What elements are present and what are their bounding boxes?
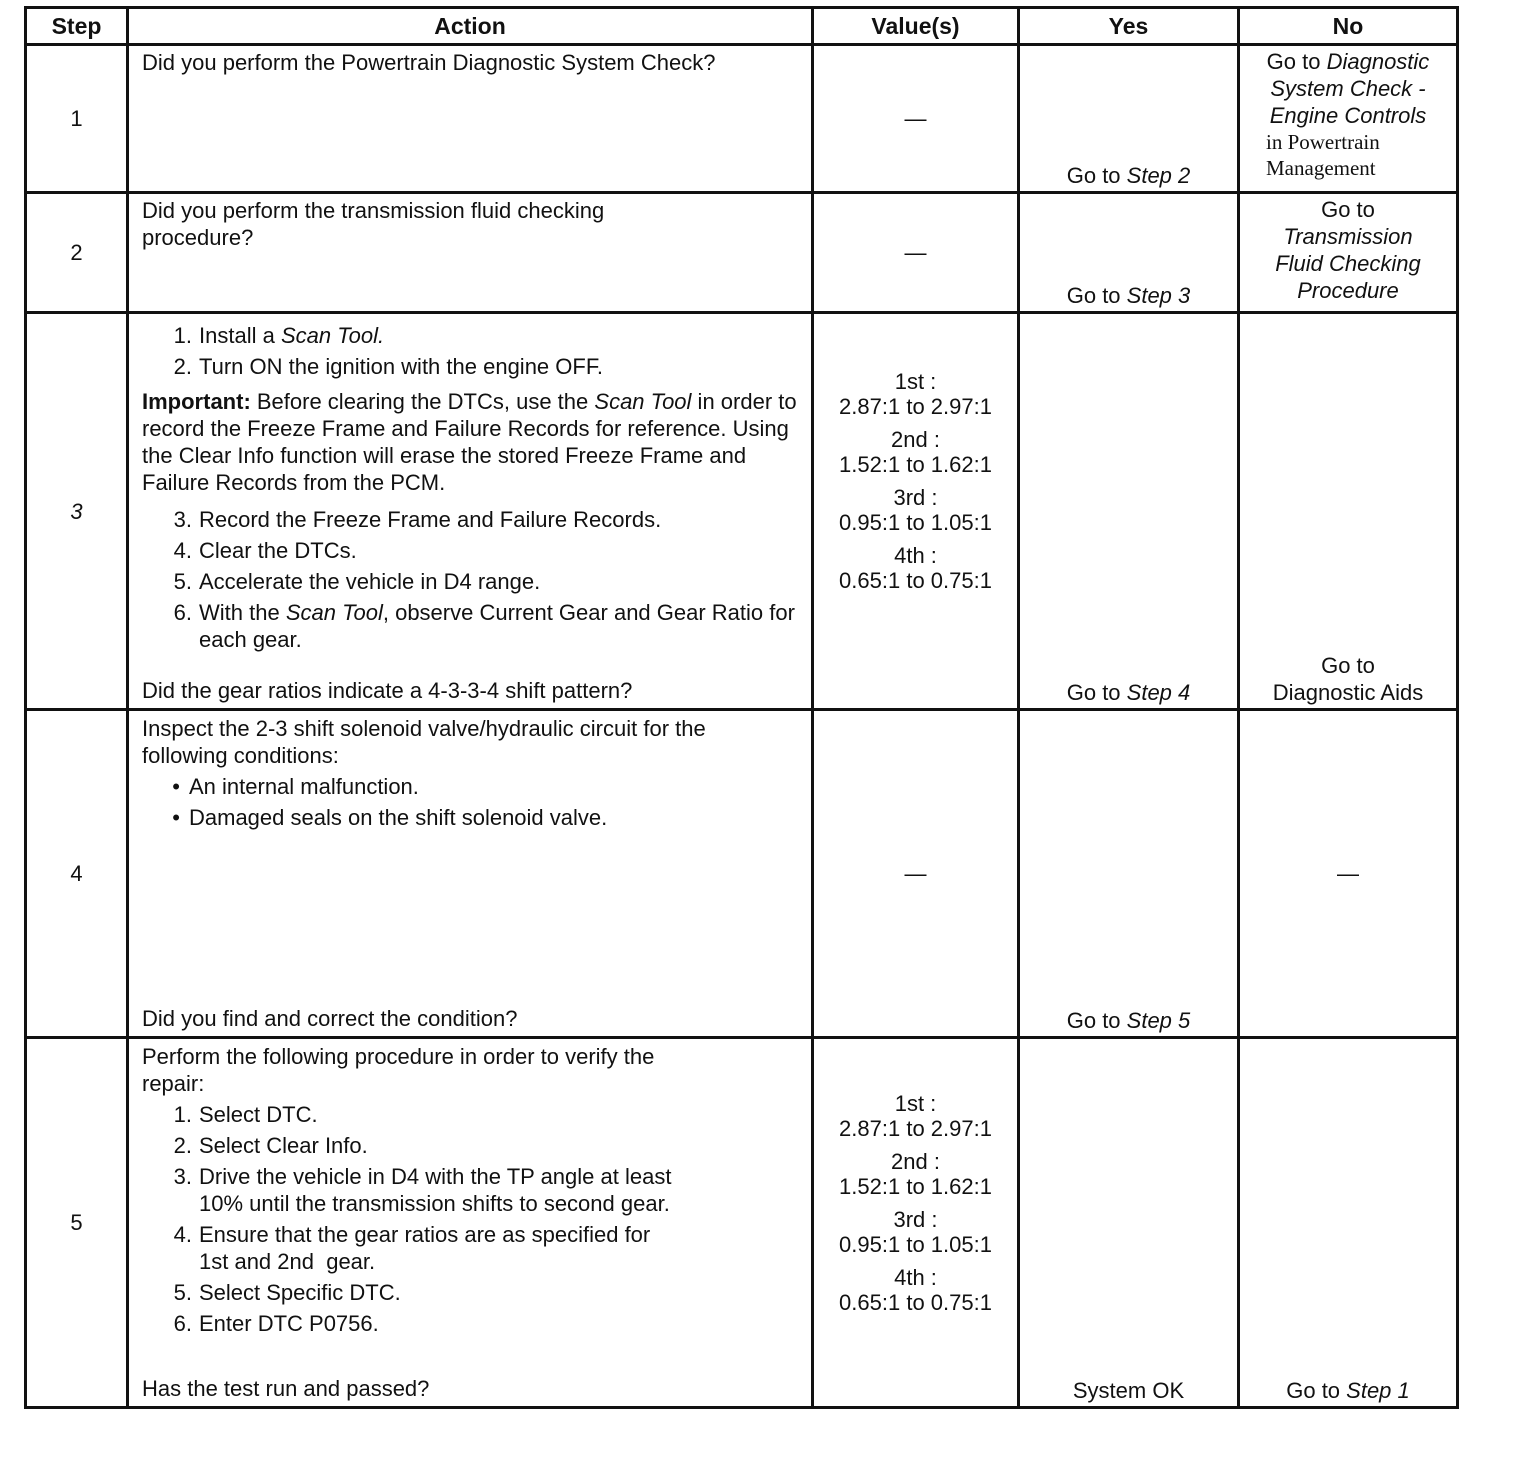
yes-prefix: Go to xyxy=(1066,680,1127,705)
table-row-step-4 xyxy=(26,710,1458,1038)
list-item: 6. With the Scan Tool, observe Current Gear and Gear Ratio for each gear. xyxy=(173,600,795,652)
value-cell xyxy=(813,313,1019,710)
list-item: 1. Install a Scan Tool. xyxy=(173,323,385,348)
header-values: Value(s) xyxy=(813,8,1019,45)
yes-cell xyxy=(1019,45,1239,193)
list-item: 4. Clear the DTCs. xyxy=(173,538,357,563)
yes-cell xyxy=(1019,1038,1239,1408)
no-link-line2[interactable]: System Check - xyxy=(1270,76,1426,101)
no-cell xyxy=(1239,193,1458,313)
no-cell xyxy=(1239,45,1458,193)
header-action: Action xyxy=(128,8,813,45)
no-link-line1[interactable]: Transmission xyxy=(1283,224,1413,249)
verify-procedure-list xyxy=(142,1097,801,1340)
gear-value: 2nd : 1.52:1 to 1.62:1 xyxy=(839,1148,992,1199)
list-item: 5. Accelerate the vehicle in D4 range. xyxy=(173,569,541,594)
yes-cell xyxy=(1019,193,1239,313)
step-number: 1 xyxy=(26,45,128,193)
important-note: Important: Before clearing the DTCs, use the Scan Tool in order to record the Freeze Frame and Failure Records for reference. Using the Clear Info function will erase the stored Freeze Frame and Failure Records from the PCM. xyxy=(142,389,797,495)
yes-cell xyxy=(1019,710,1239,1038)
gear-value: 1st : 2.87:1 to 2.97:1 xyxy=(839,1090,992,1141)
gear-value: 3rd : 0.95:1 to 1.05:1 xyxy=(839,485,992,535)
action-cell xyxy=(128,710,813,1038)
yes-cell xyxy=(1019,313,1239,710)
no-link[interactable]: Step 1 xyxy=(1346,1378,1410,1403)
value-dash: — xyxy=(904,240,927,265)
yes-link[interactable]: Step 3 xyxy=(1126,283,1191,308)
value-cell xyxy=(813,710,1019,1038)
yes-prefix: Go to xyxy=(1066,1008,1127,1033)
action-question-line1: Did you perform the transmission fluid checking xyxy=(142,198,605,223)
action-cell xyxy=(128,45,813,193)
step-number: 2 xyxy=(26,193,128,313)
no-link-line3[interactable]: Procedure xyxy=(1297,278,1399,303)
list-item: 2. Turn ON the ignition with the engine OFF. xyxy=(173,354,603,379)
no-cell xyxy=(1239,1038,1458,1408)
action-cell xyxy=(128,193,813,313)
table-row-step-5 xyxy=(26,1038,1458,1408)
table-row-step-2 xyxy=(26,193,1458,313)
list-item: 6. Enter DTC P0756. xyxy=(173,1311,379,1336)
gear-value: 2nd : 1.52:1 to 1.62:1 xyxy=(839,427,992,477)
no-link-line1[interactable]: Diagnostic xyxy=(1326,49,1430,74)
list-item: • Damaged seals on the shift solenoid valve. xyxy=(172,805,608,830)
gear-value: 1st : 2.87:1 to 2.97:1 xyxy=(839,369,992,419)
no-line1: Go to xyxy=(1321,653,1375,678)
value-dash: — xyxy=(904,106,927,131)
no-serif-line1: in Powertrain xyxy=(1266,130,1380,154)
list-item: 3. Drive the vehicle in D4 with the TP angle at least 10% until the transmission shifts to second gear. xyxy=(173,1164,672,1216)
yes-link[interactable]: Step 2 xyxy=(1126,163,1191,188)
list-item: 4. Ensure that the gear ratios are as specified for 1st and 2nd gear. xyxy=(173,1222,651,1274)
action-question: Did the gear ratios indicate a 4-3-3-4 shift pattern? xyxy=(142,678,633,703)
step-number: 3 xyxy=(26,313,128,710)
list-item: 2. Select Clear Info. xyxy=(173,1133,368,1158)
list-item: 3. Record the Freeze Frame and Failure Records. xyxy=(173,507,662,532)
action-intro-line1: Inspect the 2-3 shift solenoid valve/hydraulic circuit for the xyxy=(142,716,706,741)
action-cell xyxy=(128,1038,813,1408)
table-row-step-3 xyxy=(26,313,1458,710)
yes-prefix: Go to xyxy=(1066,163,1127,188)
action-intro-line2: following conditions: xyxy=(142,743,339,768)
step-number: 4 xyxy=(26,710,128,1038)
action-question: Did you perform the Powertrain Diagnostic System Check? xyxy=(142,50,716,75)
gear-value: 3rd : 0.95:1 to 1.05:1 xyxy=(839,1206,992,1257)
yes-link[interactable]: Step 5 xyxy=(1126,1008,1191,1033)
no-line1: Go to xyxy=(1321,197,1375,222)
action-intro-line2: repair: xyxy=(142,1071,205,1096)
yes-link[interactable]: Step 4 xyxy=(1126,680,1191,705)
no-dash: — xyxy=(1337,861,1359,886)
list-item: 5. Select Specific DTC. xyxy=(173,1280,401,1305)
value-cell xyxy=(813,193,1019,313)
no-link-line3[interactable]: Engine Controls xyxy=(1269,103,1427,128)
header-step: Step xyxy=(26,8,128,45)
diagnostic-table xyxy=(24,6,1459,1409)
no-cell xyxy=(1239,710,1458,1038)
no-serif-line2: Management xyxy=(1266,156,1376,180)
step-number: 5 xyxy=(26,1038,128,1408)
value-dash: — xyxy=(904,861,927,886)
list-item: • An internal malfunction. xyxy=(172,774,419,799)
no-line2[interactable]: Diagnostic Aids xyxy=(1272,680,1424,705)
no-link-line2[interactable]: Fluid Checking xyxy=(1275,251,1421,276)
header-row xyxy=(26,8,1458,45)
table-row-step-1 xyxy=(26,45,1458,193)
value-cell xyxy=(813,45,1019,193)
no-cell xyxy=(1239,313,1458,710)
procedure-list-a xyxy=(142,318,801,383)
procedure-list-b xyxy=(142,502,801,656)
action-cell xyxy=(128,313,813,710)
action-question-line2: procedure? xyxy=(142,225,254,250)
action-question: Did you find and correct the condition? xyxy=(142,1006,518,1031)
yes-prefix: Go to xyxy=(1066,283,1127,308)
header-no: No xyxy=(1239,8,1458,45)
action-question: Has the test run and passed? xyxy=(142,1376,430,1401)
list-item: 1. Select DTC. xyxy=(173,1102,318,1127)
value-cell xyxy=(813,1038,1019,1408)
condition-list xyxy=(142,769,801,834)
no-prefix: Go to xyxy=(1266,49,1327,74)
gear-value: 4th : 0.65:1 to 0.75:1 xyxy=(839,1264,992,1315)
no-prefix: Go to xyxy=(1286,1378,1347,1403)
gear-value: 4th : 0.65:1 to 0.75:1 xyxy=(839,543,992,593)
action-intro-line1: Perform the following procedure in order to verify the xyxy=(142,1044,655,1069)
header-yes: Yes xyxy=(1019,8,1239,45)
yes-text: System OK xyxy=(1072,1378,1185,1403)
